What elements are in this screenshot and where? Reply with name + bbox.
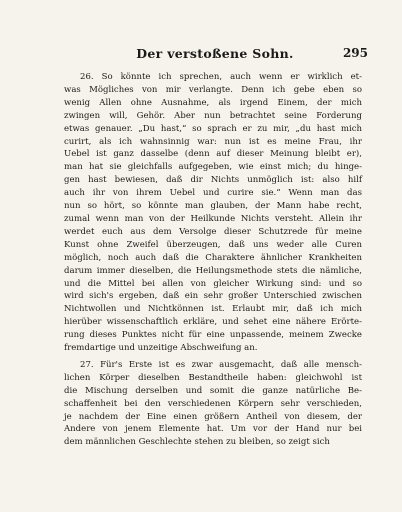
text-line: man hat sie gleichfalls aufgegeben, wie einst mich; du hinge- xyxy=(64,162,362,173)
text-line: gen hast bewiesen, daß dir Nichts unmöglich ist: also hilf xyxy=(64,175,362,186)
text-line: zumal wenn man von der Heilkunde Nichts versteht. Allein ihr xyxy=(64,213,362,224)
text-line: Nichtwollen und Nichtkönnen ist. Erlaubt mir, daß ich mich xyxy=(64,304,362,315)
text-line: lichen Körper dieselben Bestandtheile haben: gleichwohl ist xyxy=(64,372,362,383)
text-line: wenig Allen ohne Ausnahme, als irgend Einem, der mich xyxy=(64,97,362,108)
body-text xyxy=(64,71,362,449)
text-line: schaffenheit bei den verschiedenen Körpern sehr verschieden, xyxy=(64,398,362,409)
text-line: die Mischung derselben und somit die ganze natürliche Be- xyxy=(64,385,362,396)
page-header xyxy=(60,46,370,64)
text-line: darum immer dieselben, die Heilungsmethode stets die nämliche, xyxy=(64,265,362,276)
paragraph xyxy=(64,359,362,449)
text-line: 27. Für's Erste ist es zwar ausgemacht, daß alle mensch- xyxy=(80,359,362,370)
text-line: wird sich's ergeben, daß ein sehr großer Unterschied zwischen xyxy=(64,291,362,302)
text-line: Andere von jenem Elemente hat. Um vor der Hand nur bei xyxy=(64,424,362,435)
text-line: curirt, als ich wahnsinnig war: nun ist es meine Frau, ihr xyxy=(64,136,362,147)
text-line: auch ihr von ihrem Uebel und curire sie.“ Wenn man das xyxy=(64,188,362,199)
text-line: dem männlichen Geschlechte stehen zu bleiben, so zeigt sich xyxy=(64,437,330,448)
paragraph xyxy=(64,71,362,355)
text-line: werdet euch aus dem Versolge dieser Schutzrede für meine xyxy=(64,226,362,237)
text-line: 26. So könnte ich sprechen, auch wenn er wirklich et- xyxy=(80,72,362,82)
text-line: rung dieses Punktes nicht für eine unpassende, meinem Zwecke xyxy=(64,330,362,341)
text-line: Uebel ist ganz dasselbe (denn auf dieser Meinung bleibt er), xyxy=(64,149,362,160)
text-line: möglich, noch auch daß die Charaktere ähnlicher Krankheiten xyxy=(64,252,362,263)
running-title: Der verstoßene Sohn. xyxy=(136,46,294,61)
text-line: etwas genauer. „Du hast,“ so sprach er zu mir, „du hast mich xyxy=(64,123,362,134)
text-line: und die Mittel bei allen von gleicher Wirkung sind: und so xyxy=(64,278,362,289)
text-line: was Mögliches von mir verlangte. Denn ich gebe eben so xyxy=(64,84,362,95)
text-line: hierüber wissenschaftlich erkläre, und sehet eine nähere Erörte- xyxy=(64,317,362,328)
text-line: Kunst ohne Zweifel überzeugen, daß uns weder alle Curen xyxy=(64,239,362,250)
text-line: zwingen will, Gehör. Aber nun betrachtet seine Forderung xyxy=(64,110,362,121)
text-line: je nachdem der Eine einen größern Antheil von diesem, der xyxy=(64,411,362,422)
page-number: 295 xyxy=(342,46,368,60)
text-line: nun so hört, so könnte man glauben, der Mann habe recht, xyxy=(64,201,362,212)
text-line: fremdartige und unzeitige Abschweifung an. xyxy=(64,343,258,354)
